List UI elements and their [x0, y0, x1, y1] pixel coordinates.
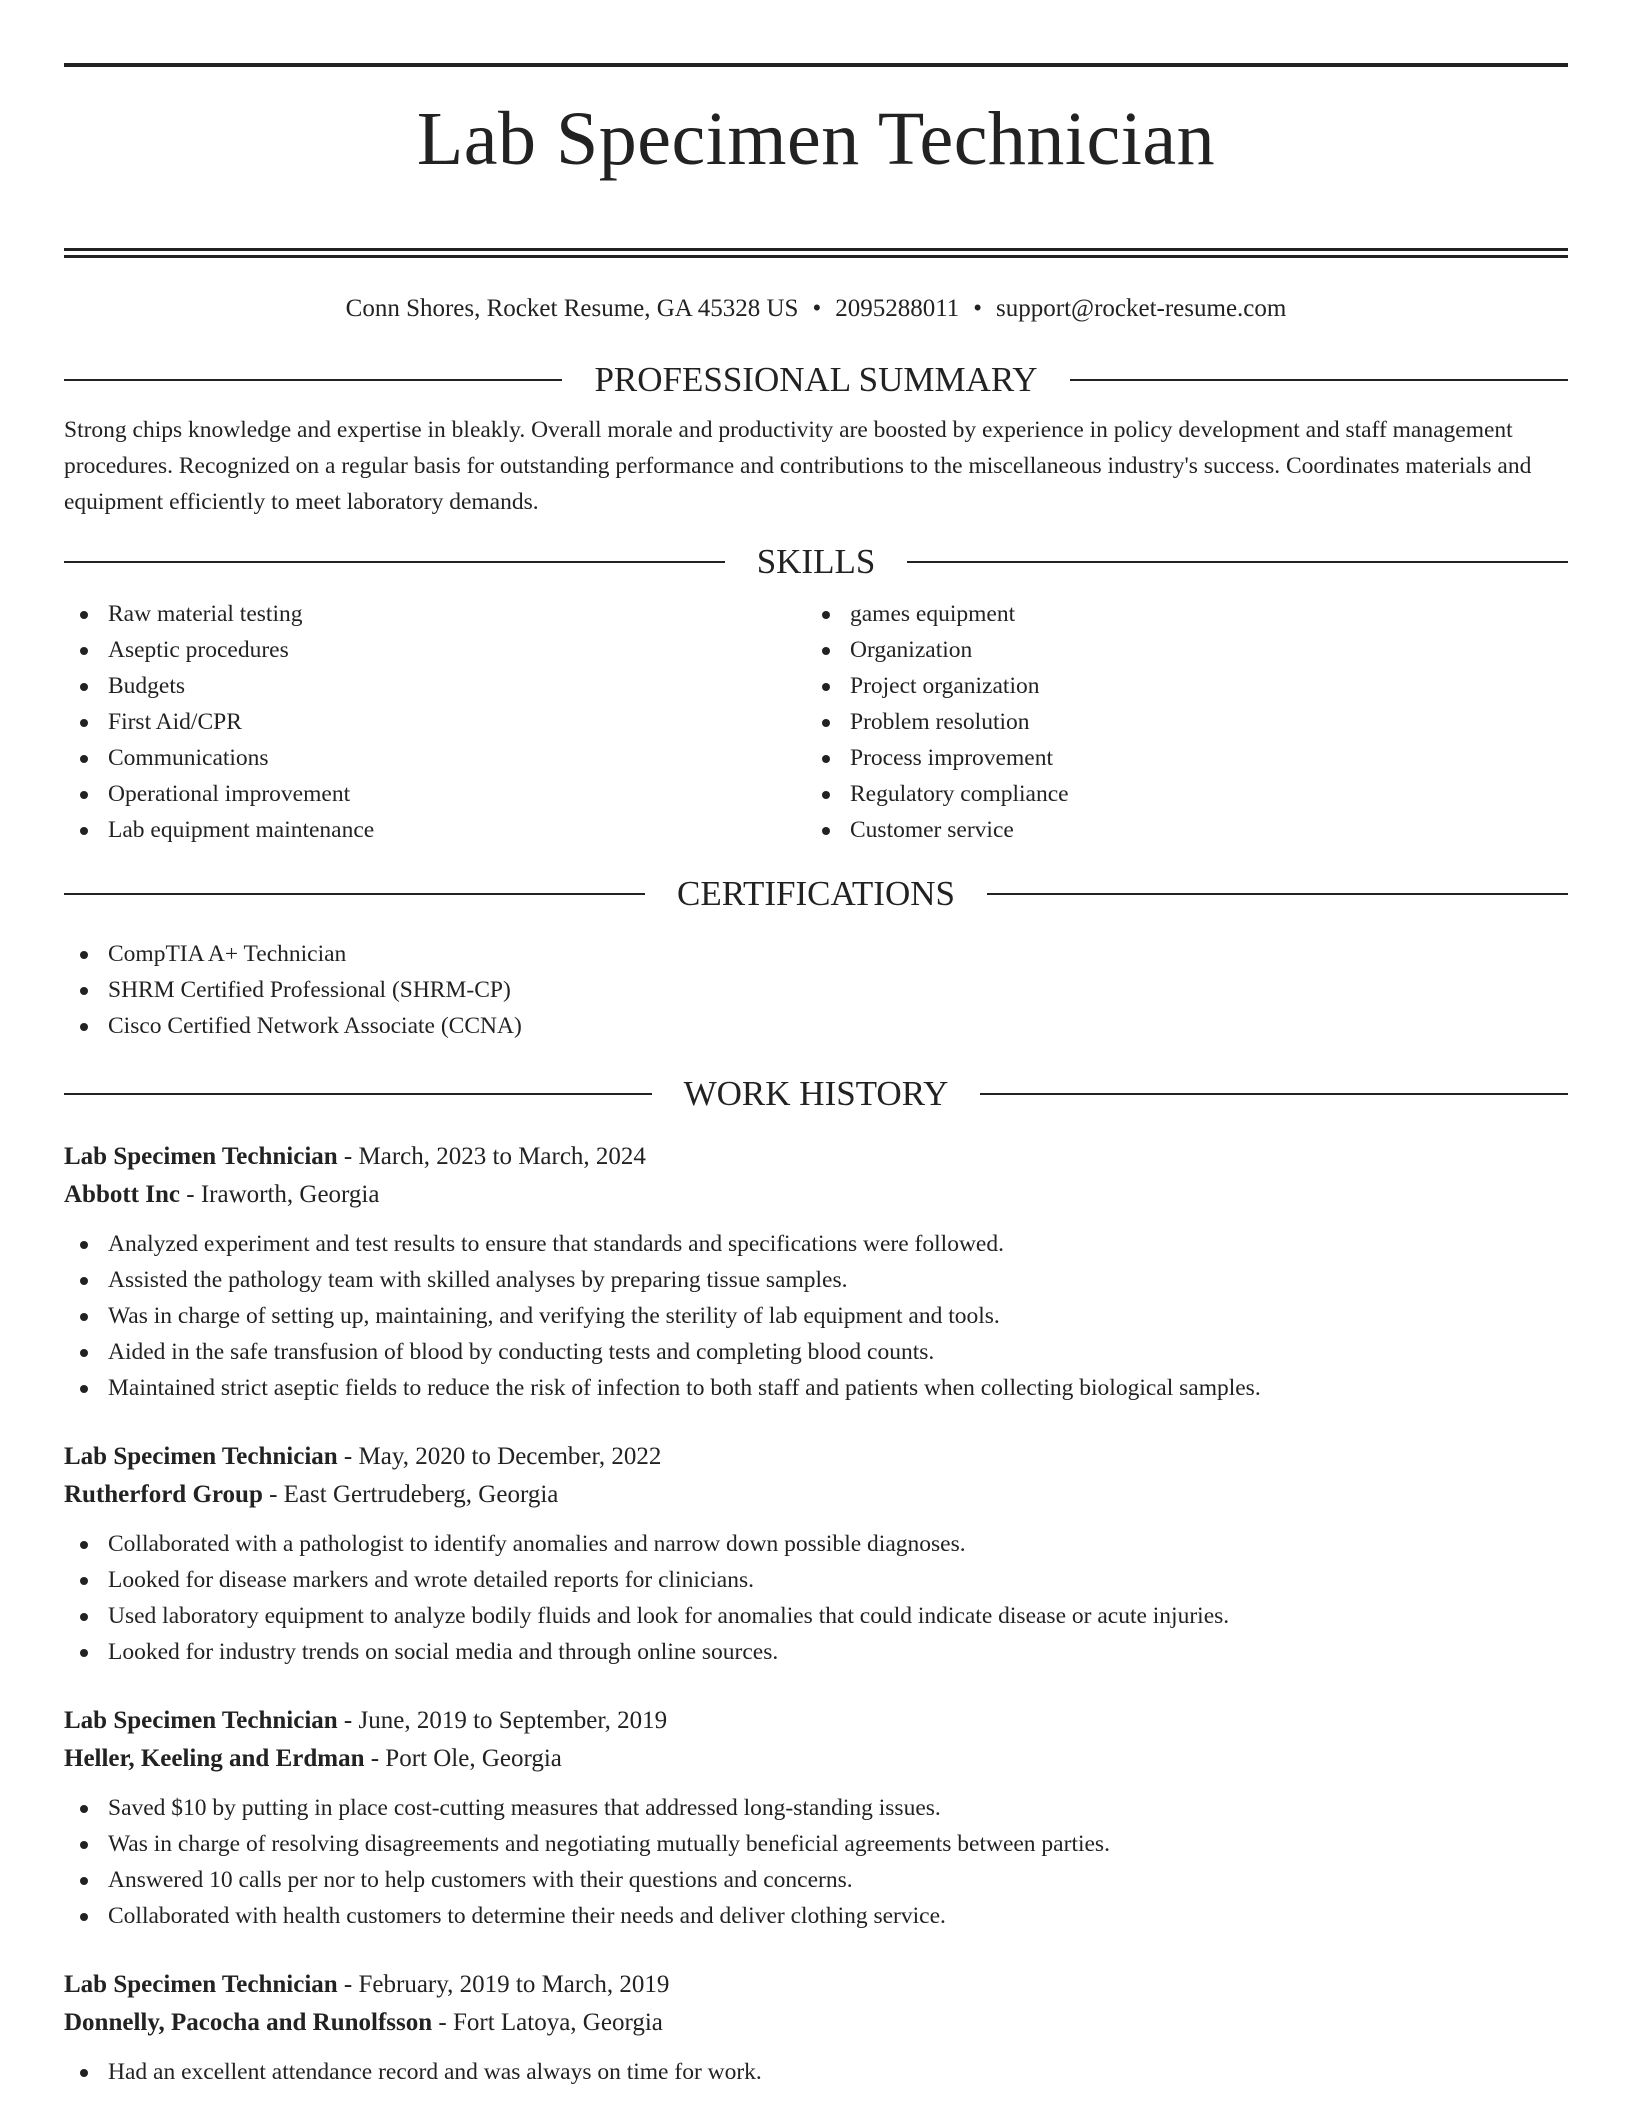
contact-separator: •	[812, 294, 822, 322]
certification-item: CompTIA A+ Technician	[64, 936, 1568, 972]
job-title-line	[64, 1702, 1568, 1740]
job-entry	[64, 1966, 1568, 2090]
job-company-line	[64, 2004, 1568, 2042]
skill-item: Communications	[64, 740, 806, 776]
skill-item: Budgets	[64, 668, 806, 704]
job-location: - Iraworth, Georgia	[180, 1180, 380, 1208]
job-role: Lab Specimen Technician	[64, 1142, 338, 1170]
job-company-line	[64, 1740, 1568, 1778]
skill-item: Raw material testing	[64, 596, 806, 632]
contact-phone: 2095288011	[835, 294, 960, 322]
job-bullet: Was in charge of resolving disagreements and negotiating mutually beneficial agreements between parties.	[64, 1826, 1568, 1862]
job-bullets	[64, 1526, 1568, 1670]
section-header-work-history	[64, 1072, 1568, 1116]
summary-text: Strong chips knowledge and expertise in bleakly. Overall morale and productivity are boosted by experience in policy development and staff management procedures. Recognized on a regular basis for outstanding performance and contributions to the miscellaneous industry's success. Coordinates materials and equipment efficiently to meet laboratory demands.	[64, 416, 1532, 515]
job-title-line	[64, 1966, 1568, 2004]
section-rule	[64, 561, 725, 563]
skills-list	[64, 596, 1568, 848]
skill-item: Organization	[806, 632, 1548, 668]
skill-item: Customer service	[806, 812, 1548, 848]
skill-item: Regulatory compliance	[806, 776, 1548, 812]
job-bullet: Looked for disease markers and wrote detailed reports for clinicians.	[64, 1562, 1568, 1598]
section-title: WORK HISTORY	[683, 1073, 949, 1113]
contact-email: support@rocket-resume.com	[996, 294, 1287, 322]
job-bullets	[64, 2054, 1568, 2090]
section-header-certifications	[64, 872, 1568, 916]
job-location: - Port Ole, Georgia	[364, 1744, 562, 1772]
section-rule	[1070, 379, 1568, 381]
job-title-line	[64, 1138, 1568, 1176]
job-entry	[64, 1438, 1568, 1670]
resume-page	[64, 0, 1568, 2090]
job-bullet: Maintained strict aseptic fields to reduce the risk of infection to both staff and patients when collecting biological samples.	[64, 1370, 1568, 1406]
section-rule	[980, 1093, 1568, 1095]
section-rule	[907, 561, 1568, 563]
job-bullet: Was in charge of setting up, maintaining, and verifying the sterility of lab equipment and tools.	[64, 1298, 1568, 1334]
job-bullet: Used laboratory equipment to analyze bodily fluids and look for anomalies that could indicate disease or acute injuries.	[64, 1598, 1568, 1634]
job-bullet: Aided in the safe transfusion of blood by conducting tests and completing blood counts.	[64, 1334, 1568, 1370]
certification-item: Cisco Certified Network Associate (CCNA)	[64, 1008, 1568, 1044]
job-bullet: Looked for industry trends on social media and through online sources.	[64, 1634, 1568, 1670]
job-dates: - March, 2023 to March, 2024	[337, 1142, 646, 1170]
skills-column-right	[806, 596, 1548, 848]
job-role: Lab Specimen Technician	[64, 1970, 338, 1998]
skill-item: Lab equipment maintenance	[64, 812, 806, 848]
job-bullet: Analyzed experiment and test results to ensure that standards and specifications were followed.	[64, 1226, 1568, 1262]
job-company: Rutherford Group	[64, 1480, 263, 1508]
resume-title: Lab Specimen Technician	[416, 97, 1216, 181]
top-rule	[64, 63, 1568, 67]
skill-item: Problem resolution	[806, 704, 1548, 740]
section-header-summary	[64, 358, 1568, 402]
certifications-list	[64, 936, 1568, 1044]
job-bullets	[64, 1790, 1568, 1934]
job-bullet: Assisted the pathology team with skilled analyses by preparing tissue samples.	[64, 1262, 1568, 1298]
section-rule	[987, 893, 1568, 895]
job-bullet: Saved $10 by putting in place cost-cutting measures that addressed long-standing issues.	[64, 1790, 1568, 1826]
job-entry	[64, 1138, 1568, 1406]
skill-item: games equipment	[806, 596, 1548, 632]
contact-separator: •	[973, 294, 983, 322]
job-bullet: Collaborated with a pathologist to identify anomalies and narrow down possible diagnoses.	[64, 1526, 1568, 1562]
job-dates: - May, 2020 to December, 2022	[337, 1442, 662, 1470]
job-bullet: Had an excellent attendance record and was always on time for work.	[64, 2054, 1568, 2090]
job-entry	[64, 1702, 1568, 1934]
job-company-line	[64, 1176, 1568, 1214]
job-bullet: Collaborated with health customers to determine their needs and deliver clothing service.	[64, 1898, 1568, 1934]
job-company: Donnelly, Pacocha and Runolfsson	[64, 2008, 433, 2036]
contact-address: Conn Shores, Rocket Resume, GA 45328 US	[345, 294, 799, 322]
job-role: Lab Specimen Technician	[64, 1442, 338, 1470]
title-double-rule	[64, 248, 1568, 258]
section-title: SKILLS	[756, 541, 876, 581]
section-rule	[64, 379, 562, 381]
skill-item: Operational improvement	[64, 776, 806, 812]
section-rule	[64, 1093, 652, 1095]
job-location: - East Gertrudeberg, Georgia	[262, 1480, 559, 1508]
certification-item: SHRM Certified Professional (SHRM-CP)	[64, 972, 1568, 1008]
job-location: - Fort Latoya, Georgia	[432, 2008, 663, 2036]
job-company: Abbott Inc	[64, 1180, 180, 1208]
section-header-skills	[64, 540, 1568, 584]
skills-column-left	[64, 596, 806, 848]
job-bullet: Answered 10 calls per nor to help customers with their questions and concerns.	[64, 1862, 1568, 1898]
skill-item: Process improvement	[806, 740, 1548, 776]
job-company: Heller, Keeling and Erdman	[64, 1744, 365, 1772]
job-dates: - June, 2019 to September, 2019	[337, 1706, 668, 1734]
skill-item: First Aid/CPR	[64, 704, 806, 740]
job-bullets	[64, 1226, 1568, 1406]
job-role: Lab Specimen Technician	[64, 1706, 338, 1734]
job-company-line	[64, 1476, 1568, 1514]
contact-line	[64, 294, 1568, 324]
section-title: CERTIFICATIONS	[677, 873, 955, 913]
skill-item: Aseptic procedures	[64, 632, 806, 668]
section-rule	[64, 893, 645, 895]
job-dates: - February, 2019 to March, 2019	[337, 1970, 670, 1998]
job-title-line	[64, 1438, 1568, 1476]
section-title: PROFESSIONAL SUMMARY	[594, 359, 1038, 399]
skill-item: Project organization	[806, 668, 1548, 704]
